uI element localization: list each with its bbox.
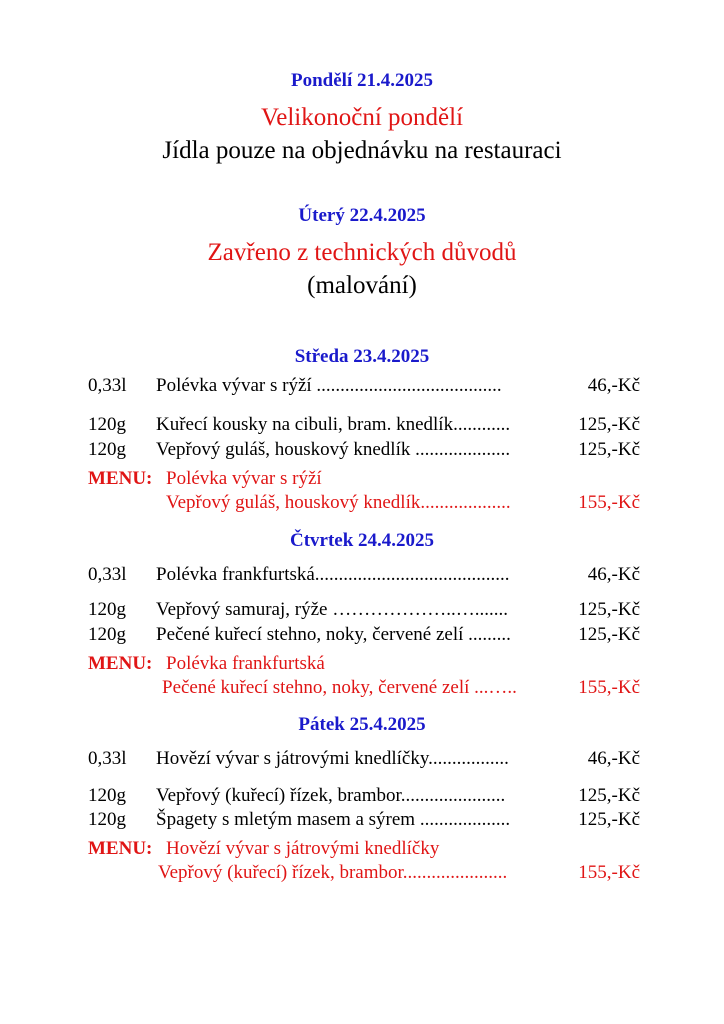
tuesday-closed: Zavřeno z technických důvodů	[207, 239, 517, 266]
menu-main: Vepřový (kuřecí) řízek, brambor......................	[158, 862, 508, 883]
wednesday-soup-row	[88, 375, 640, 399]
dish-name: Polévka frankfurtská.........................................	[156, 564, 510, 585]
price: 125,-Kč	[578, 809, 640, 830]
thursday-main2-row	[88, 624, 640, 648]
wednesday-menu-row	[88, 468, 640, 492]
thursday-menu-row	[88, 653, 640, 677]
thursday-menu-main-row	[88, 677, 640, 701]
thursday-heading: Čtvrtek 24.4.2025	[289, 530, 435, 551]
friday-main2-row	[88, 809, 640, 833]
dish-name: Špagety s mletým masem a sýrem ...................	[156, 809, 511, 830]
friday-menu-main-row	[88, 862, 640, 886]
dish-name: Vepřový guláš, houskový knedlík ....................	[156, 439, 511, 460]
friday-heading: Pátek 25.4.2025	[298, 714, 426, 735]
price: 46,-Kč	[587, 375, 640, 396]
menu-soup: Polévka frankfurtská	[166, 653, 325, 674]
wednesday-menu-main-row	[88, 492, 640, 516]
price: 46,-Kč	[587, 564, 640, 585]
price: 125,-Kč	[578, 414, 640, 435]
price: 125,-Kč	[578, 439, 640, 460]
qty: 0,33l	[88, 748, 127, 769]
qty: 0,33l	[88, 564, 127, 585]
tuesday-heading: Úterý 22.4.2025	[298, 205, 426, 226]
price: 125,-Kč	[578, 785, 640, 806]
dish-name: Polévka vývar s rýží .......................................	[156, 375, 502, 396]
menu-price: 155,-Kč	[578, 492, 640, 513]
friday-soup-row	[88, 748, 640, 772]
qty: 120g	[88, 439, 126, 460]
thursday-soup-row	[88, 564, 640, 588]
menu-label: MENU:	[88, 838, 153, 859]
monday-heading: Pondělí 21.4.2025	[291, 70, 433, 91]
dish-name: Hovězí vývar s játrovými knedlíčky.................	[156, 748, 509, 769]
thursday-main1-row	[88, 599, 640, 623]
qty: 120g	[88, 414, 126, 435]
menu-soup: Hovězí vývar s játrovými knedlíčky	[166, 838, 440, 859]
friday-menu-row	[88, 838, 640, 862]
wednesday-main2-row	[88, 439, 640, 463]
monday-note: Jídla pouze na objednávku na restauraci	[162, 137, 562, 164]
menu-price: 155,-Kč	[578, 677, 640, 698]
price: 125,-Kč	[578, 599, 640, 620]
qty: 120g	[88, 785, 126, 806]
wednesday-heading: Středa 23.4.2025	[294, 346, 430, 367]
tuesday-reason: (malování)	[307, 272, 417, 299]
qty: 120g	[88, 809, 126, 830]
dish-name: Pečené kuřecí stehno, noky, červené zelí .........	[156, 624, 511, 645]
menu-main: Vepřový guláš, houskový knedlík...................	[166, 492, 511, 513]
qty: 0,33l	[88, 375, 127, 396]
price: 46,-Kč	[587, 748, 640, 769]
menu-label: MENU:	[88, 468, 153, 489]
menu-main: Pečené kuřecí stehno, noky, červené zelí ...…..	[162, 677, 517, 698]
monday-holiday: Velikonoční pondělí	[260, 104, 464, 131]
qty: 120g	[88, 599, 126, 620]
menu-price: 155,-Kč	[578, 862, 640, 883]
wednesday-main1-row	[88, 414, 640, 438]
menu-label: MENU:	[88, 653, 153, 674]
dish-name: Kuřecí kousky na cibuli, bram. knedlík............	[156, 414, 511, 435]
price: 125,-Kč	[578, 624, 640, 645]
qty: 120g	[88, 624, 126, 645]
dish-name: Vepřový (kuřecí) řízek, brambor......................	[156, 785, 506, 806]
menu-soup: Polévka vývar s rýží	[166, 468, 322, 489]
friday-main1-row	[88, 785, 640, 809]
dish-name: Vepřový samuraj, rýže ………………..….......	[156, 599, 508, 620]
